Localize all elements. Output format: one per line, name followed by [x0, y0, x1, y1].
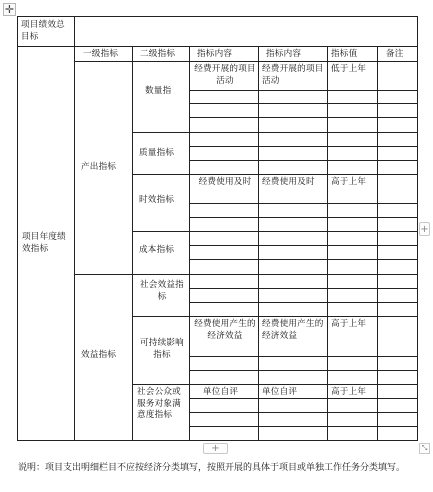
quantity-value: 低于上年 — [331, 64, 367, 74]
header-content-a: 指标内容 — [197, 49, 233, 59]
table-note: 说明：项目支出明细栏目不应按经济分类填写，按照开展的具体于项目或单独工作任务分类填写。 — [18, 463, 406, 473]
annual-indicators-label: 项目年度绩效指标 — [22, 232, 66, 254]
satisfaction-content-b: 单位自评 — [262, 387, 298, 397]
sustainable-value: 高于上年 — [331, 319, 367, 329]
header-level2: 二级指标 — [140, 49, 176, 59]
level2-quantity: 数量指 — [145, 86, 172, 96]
sustainable-content-a: 经费使用产生的经济效益 — [194, 319, 256, 341]
add-column-plus-icon[interactable]: + — [420, 224, 429, 235]
level2-sustainable: 可持续影响指标 — [140, 338, 184, 360]
quantity-content-a: 经费开展的项目活动 — [194, 64, 256, 86]
level2-satisfaction: 社会公众或服务对象满意度指标 — [137, 387, 181, 420]
header-content-b: 指标内容 — [266, 49, 302, 59]
timeliness-value: 高于上年 — [331, 177, 367, 187]
level1-output: 产出指标 — [81, 162, 117, 172]
header-level1: 一级指标 — [83, 49, 119, 59]
level2-social: 社会效益指标 — [140, 280, 184, 302]
satisfaction-value: 高于上年 — [331, 387, 367, 397]
satisfaction-content-a: 单位自评 — [203, 387, 239, 397]
level1-benefit: 效益指标 — [81, 350, 117, 360]
level2-timeliness: 时效指标 — [139, 195, 175, 205]
performance-table — [17, 16, 418, 441]
header-remark: 备注 — [386, 49, 404, 59]
level2-cost: 成本指标 — [139, 245, 175, 255]
add-row-plus-icon[interactable]: + — [203, 443, 228, 454]
level2-quality: 质量指标 — [139, 148, 175, 158]
quantity-content-b: 经费开展的项目活动 — [262, 64, 324, 86]
goal-label: 项目绩效总目标 — [21, 20, 65, 42]
timeliness-content-a: 经费使用及时 — [198, 177, 252, 187]
sustainable-content-b: 经费使用产生的经济效益 — [262, 319, 324, 341]
header-value: 指标值 — [331, 49, 358, 59]
table-move-handle-icon[interactable]: ✛ — [4, 3, 15, 16]
table-resize-corner-icon[interactable]: ⤡ — [419, 443, 430, 454]
timeliness-content-b: 经费使用及时 — [262, 177, 315, 187]
